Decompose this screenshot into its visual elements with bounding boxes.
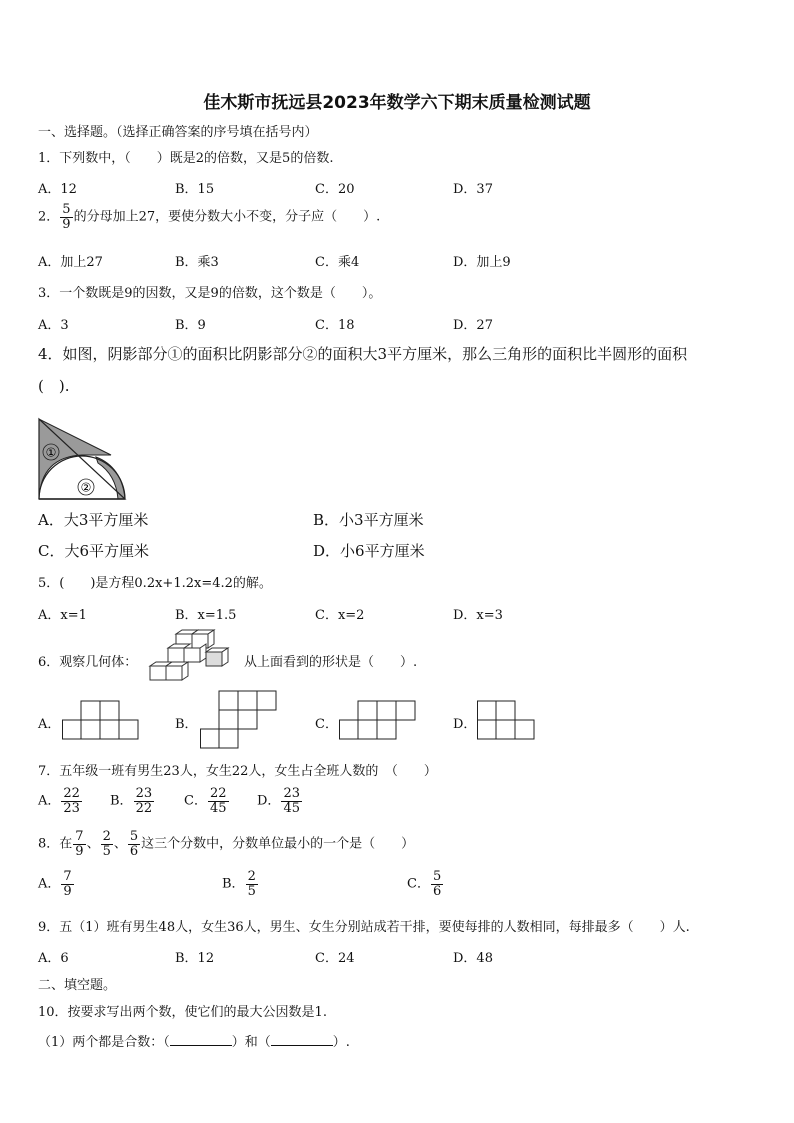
q8-prefix: 8．在 [38,836,73,852]
q2-option-a[interactable]: A．加上27 [38,255,103,270]
denominator: 23 [63,800,80,816]
q7-option-d-fraction [281,787,302,815]
q2-prefix: 2． [38,209,60,225]
q7-option-a-label: A． [38,793,61,809]
section-heading-choice: 一、选择题。（选择正确答案的序号填在括号内） [38,125,318,140]
q6-option-d-figure[interactable] [477,700,537,740]
q8-option-c-label: C． [407,876,430,892]
answer-blank-2[interactable] [271,1033,333,1046]
question-9-stem: 9．五（1）班有男生48人，女生36人，男生、女生分别站成若干排，要使每排的人数相同，每排最多（ ）人. [38,920,690,935]
q2-fraction-denominator: 9 [62,216,71,232]
q3-option-d[interactable]: D．27 [453,318,493,333]
q8-option-a-fraction [61,870,73,898]
q7-option-a-fraction [61,787,82,815]
question-3-stem: 3．一个数既是9的因数，又是9的倍数，这个数是（ ）。 [38,286,382,301]
denominator: 45 [209,800,227,816]
denominator: 45 [283,800,300,816]
numerator: 2 [102,829,111,844]
separator: 、 [113,836,127,852]
denominator: 5 [102,843,111,859]
question-5-stem: 5．( )是方程0.2x+1.2x=4.2的解。 [38,576,272,591]
q5-option-c[interactable]: C．x=2 [315,608,365,623]
q5-option-b[interactable]: B．x=1.5 [175,608,237,623]
q2-option-b[interactable]: B．乘3 [175,255,219,270]
question-4-stem-continued: ( ). [38,377,70,395]
q8-option-b-fraction [246,870,258,898]
q4-figure [36,415,128,505]
denominator: 9 [75,843,84,859]
q7-option-c[interactable] [184,787,230,815]
q2-option-d[interactable]: D．加上9 [453,255,511,270]
question-10-stem: 10．按要求写出两个数，使它们的最大公因数是1. [38,1005,327,1020]
q9-option-b[interactable]: B．12 [175,951,215,966]
q7-option-b-label: B． [110,793,133,809]
q2-option-c[interactable]: C．乘4 [315,255,360,270]
q6-option-b-figure[interactable] [200,690,278,750]
q5-option-d[interactable]: D．x=3 [453,608,503,623]
numerator: 23 [283,786,300,801]
q8-option-b-label: B． [222,876,245,892]
q10-sub-1 [38,1031,350,1050]
question-7-stem: 7．五年级一班有男生23人，女生22人，女生占全班人数的 （ ） [38,764,437,779]
numerator: 7 [75,829,84,844]
question-4-stem: 4．如图，阴影部分①的面积比阴影部分②的面积大3平方厘米，那么三角形的面积比半圆形的面积 [38,345,688,363]
q8-option-a-label: A． [38,876,61,892]
q1-option-d[interactable]: D．37 [453,182,493,197]
q9-option-a[interactable]: A．6 [38,951,69,966]
numerator: 2 [247,869,256,884]
question-1-stem: 1．下列数中，（ ）既是2的倍数，又是5的倍数. [38,151,334,166]
q9-option-c[interactable]: C．24 [315,951,355,966]
q6-option-a-label[interactable]: A． [38,717,61,732]
q1-option-b[interactable]: B．15 [175,182,215,197]
q8-fraction-1 [73,830,85,858]
question-6-suffix: 从上面看到的形状是（ ）. [244,655,418,670]
answer-blank-1[interactable] [170,1033,232,1046]
q10-sub1-suffix: ）. [332,1035,350,1050]
numerator: 22 [209,786,227,801]
section-heading-fill: 二、填空题。 [38,978,117,993]
q4-option-d[interactable]: D．小6平方厘米 [313,542,425,560]
q4-option-b[interactable]: B．小3平方厘米 [313,511,424,529]
numerator: 23 [135,786,153,801]
q7-option-d-label: D． [257,793,281,809]
q2-suffix: 的分母加上27，要使分数大小不变，分子应（ ）. [73,209,381,225]
q7-option-c-fraction [208,787,229,815]
q4-label-2: ② [80,480,92,495]
question-8-stem [38,830,414,858]
q6-option-b-label[interactable]: B． [175,717,198,732]
q1-option-a[interactable]: A．12 [38,182,77,197]
q10-sub1-prefix: （1）两个都是合数：（ [38,1035,170,1050]
q8-option-c-fraction [431,870,443,898]
q10-sub1-mid: ）和（ [231,1035,271,1050]
q7-option-b[interactable] [110,787,155,815]
q8-option-a[interactable] [38,870,75,898]
q8-fraction-2 [101,830,113,858]
numerator: 5 [129,829,139,844]
numerator: 5 [432,869,442,884]
q7-option-d[interactable] [257,787,303,815]
q4-option-a[interactable]: A．大3平方厘米 [38,511,149,529]
q6-solid-figure [146,630,234,684]
q8-fraction-3 [128,830,140,858]
numerator: 22 [63,786,80,801]
q7-option-c-label: C． [184,793,207,809]
denominator: 5 [247,883,256,899]
denominator: 6 [129,843,139,859]
q2-fraction-numerator: 5 [62,202,71,217]
q9-option-d[interactable]: D．48 [453,951,493,966]
q4-label-1: ① [45,445,57,460]
q7-option-b-fraction [134,787,155,815]
q6-option-a-figure[interactable] [62,700,140,740]
q3-option-b[interactable]: B．9 [175,318,206,333]
q8-suffix: 这三个分数中，分数单位最小的一个是（ ） [141,836,415,852]
separator: 、 [86,836,100,852]
q6-option-c-figure[interactable] [339,700,417,740]
q2-fraction [60,203,72,231]
denominator: 22 [135,800,153,816]
denominator: 9 [63,883,72,899]
question-6-prefix: 6．观察几何体： [38,655,138,670]
numerator: 7 [63,869,72,884]
question-2-stem [38,203,380,231]
q3-option-a[interactable]: A．3 [38,318,69,333]
q6-option-d-label[interactable]: D． [453,717,477,732]
q8-option-b[interactable] [222,870,259,898]
denominator: 6 [432,883,442,899]
q8-option-c[interactable] [407,870,444,898]
q1-option-c[interactable]: C．20 [315,182,355,197]
page-title: 佳木斯市抚远县2023年数学六下期末质量检测试题 [203,93,591,113]
q3-option-c[interactable]: C．18 [315,318,355,333]
q6-option-c-label[interactable]: C． [315,717,338,732]
q4-option-c[interactable]: C．大6平方厘米 [38,542,150,560]
q7-option-a[interactable] [38,787,83,815]
q5-option-a[interactable]: A．x=1 [38,608,87,623]
